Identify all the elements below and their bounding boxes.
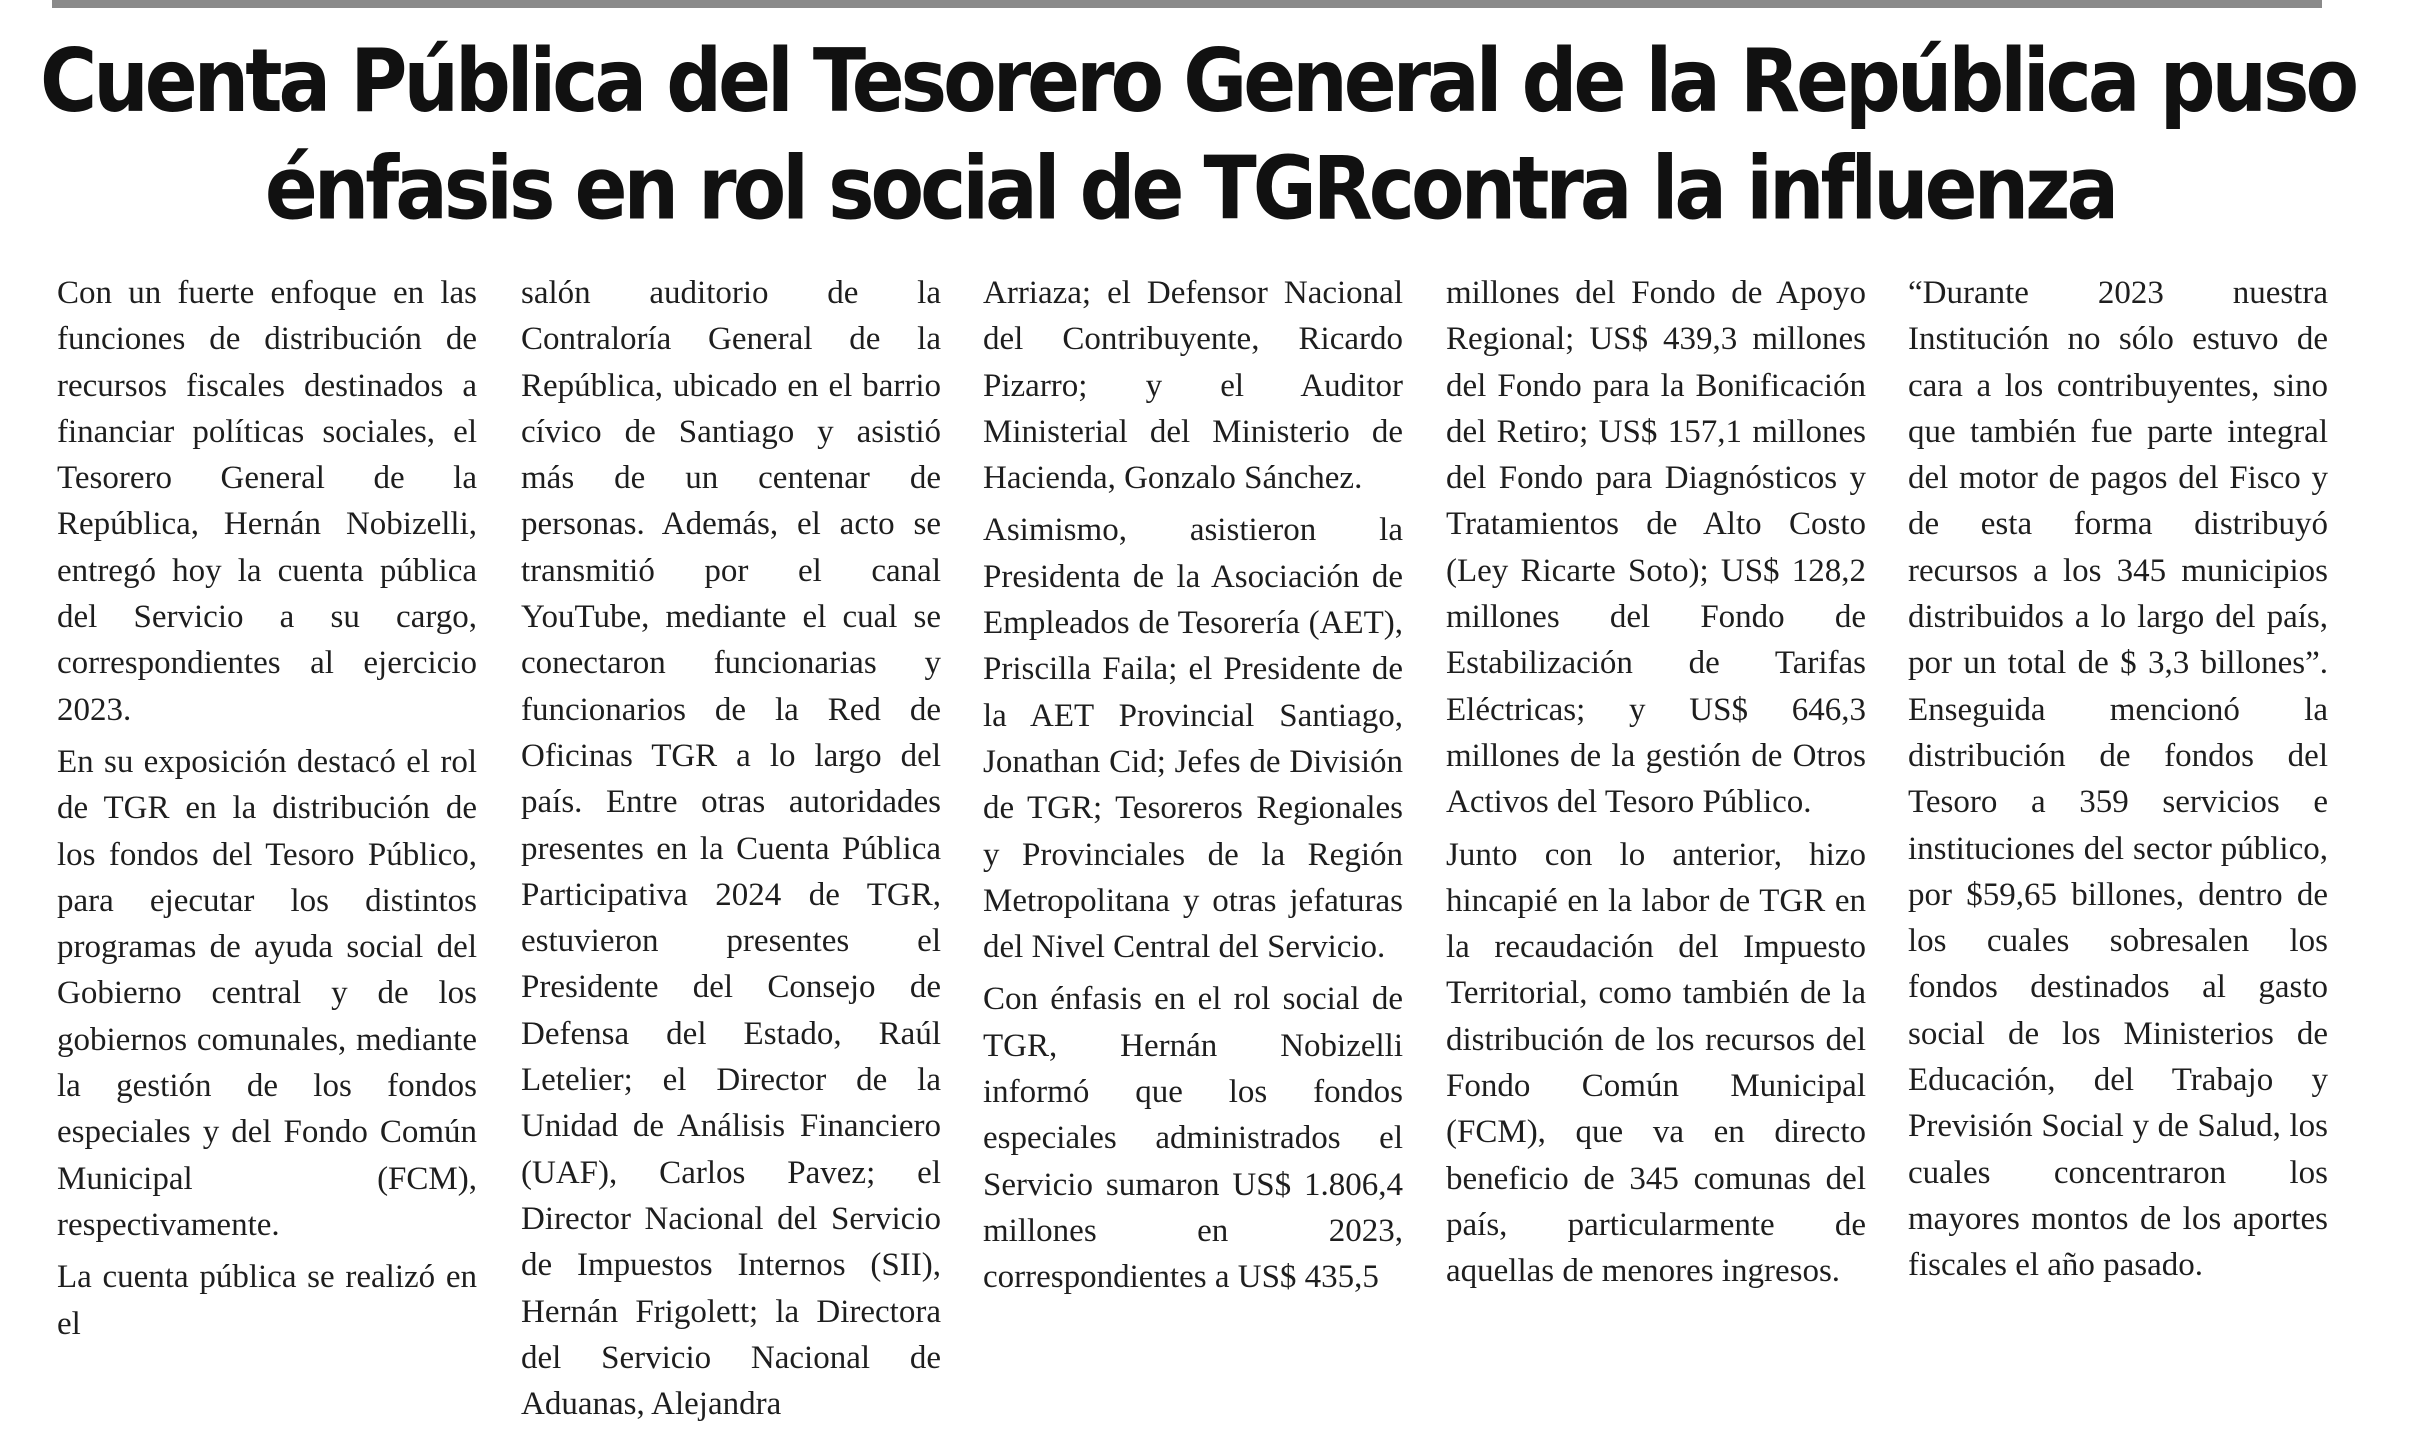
article-headline xyxy=(40,28,2356,243)
paragraph: Con un fuerte enfoque en las funciones de distribución de recursos fiscales destinados a financiar políticas sociales, el Tesorero General de la República, Hernán Nobizelli, entregó hoy la cuenta pública del Servicio a su cargo, correspondientes al ejercicio 2023. xyxy=(57,275,477,728)
paragraph: La cuenta pública se realizó en el xyxy=(57,1259,477,1342)
article-body xyxy=(0,270,2412,1423)
text-column-4 xyxy=(1446,270,1866,1301)
text-column-1 xyxy=(57,270,477,1353)
paragraph: En su exposición destacó el rol de TGR en la distribución de los fondos del Tesoro Público, para ejecutar los distintos programas de ayuda social del Gobierno central y de los gobiernos comunales, mediante la gestión de los fondos especiales y del Fondo Común Municipal (FCM), respectivamente. xyxy=(57,743,477,1243)
paragraph: millones del Fondo de Apoyo Regional; US$ 439,3 millones del Fondo para la Bonificación del Retiro; US$ 157,1 millones del Fondo para Diagnósticos y Tratamientos de Alto Costo (Ley Ricarte Soto); US$ 128,2 millones del Fondo de Estabilización de Tarifas Eléctricas; y US$ 646,3 millones de la gestión de Otros Activos del Tesoro Público. xyxy=(1446,275,1866,821)
paragraph: Asimismo, asistieron la Presidenta de la Asociación de Empleados de Tesorería (AET), Priscilla Faila; el Presidente de la AET Provincial Santiago, Jonathan Cid; Jefes de División de TGR; Tesoreros Regionales y Provinciales de la Región Metropolitana y otras jefaturas del Nivel Central del Servicio. xyxy=(983,512,1403,966)
text-column-5 xyxy=(1908,270,2328,1295)
headline-line-1: Cuenta Pública del Tesorero General de la República puso xyxy=(40,31,2356,133)
paragraph: Junto con lo anterior, hizo hincapié en la labor de TGR en la recaudación del Impuesto Territorial, como también de la distribución de los recursos del Fondo Común Municipal (FCM), que va en directo beneficio de 345 comunas del país, particularmente de aquellas de menores ingresos. xyxy=(1446,836,1866,1290)
paragraph: Con énfasis en el rol social de TGR, Hernán Nobizelli informó que los fondos especiales administrados el Servicio sumaron US$ 1.806,4 millones en 2023, correspondientes a US$ 435,5 xyxy=(983,981,1403,1296)
top-divider-rule xyxy=(52,0,2322,8)
headline-line-2: énfasis en rol social de TGRcontra la influenza xyxy=(264,138,2116,240)
paragraph: Arriaza; el Defensor Nacional del Contribuyente, Ricardo Pizarro; y el Auditor Ministerial del Ministerio de Hacienda, Gonzalo Sánchez. xyxy=(983,275,1403,497)
paragraph: salón auditorio de la Contraloría General de la República, ubicado en el barrio cívico de Santiago y asistió más de un centenar de personas. Además, el acto se transmitió por el canal YouTube, mediante el cual se conectaron funcionarias y funcionarios de la Red de Oficinas TGR a lo largo del país. Entre otras autoridades presentes en la Cuenta Pública Participativa 2024 de TGR, estuvieron presentes el Presidente del Consejo de Defensa del Estado, Raúl Letelier; el Director de la Unidad de Análisis Financiero (UAF), Carlos Pavez; el Director Nacional del Servicio de Impuestos Internos (SII), Hernán Frigolett; la Directora del Servicio Nacional de Aduanas, Alejandra xyxy=(521,275,941,1423)
text-column-2 xyxy=(521,270,941,1433)
text-column-3 xyxy=(983,270,1403,1307)
paragraph: “Durante 2023 nuestra Institución no sólo estuvo de cara a los contribuyentes, sino que también fue parte integral del motor de pagos del Fisco y de esta forma distribuyó recursos a los 345 municipios distribuidos a lo largo del país, por un total de $ 3,3 billones”. Enseguida mencionó la distribución de fondos del Tesoro a 359 servicios e instituciones del sector público, por $59,65 billones, dentro de los cuales sobresalen los fondos destinados al gasto social de los Ministerios de Educación, del Trabajo y Previsión Social y de Salud, los cuales concentraron los mayores montos de los aportes fiscales el año pasado. xyxy=(1908,275,2328,1284)
